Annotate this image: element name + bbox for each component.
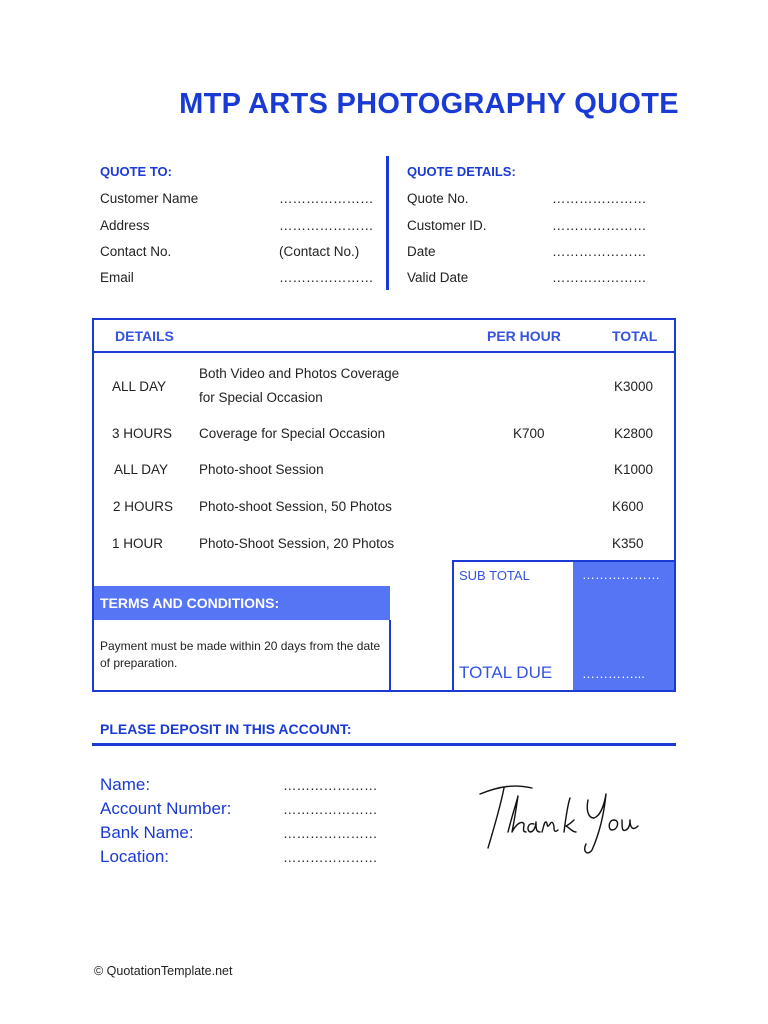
page-title: MTP ARTS PHOTOGRAPHY QUOTE xyxy=(179,88,679,120)
location-value[interactable]: ………………… xyxy=(283,850,378,865)
details-column-header: DETAILS xyxy=(115,328,174,344)
address-label: Address xyxy=(100,218,150,233)
row-3-description: Photo-shoot Session xyxy=(199,462,324,477)
row-5-total: K350 xyxy=(612,536,644,551)
quote-no-label: Quote No. xyxy=(407,191,469,206)
row-1-description-line-2: for Special Occasion xyxy=(199,390,323,405)
deposit-heading: PLEASE DEPOSIT IN THIS ACCOUNT: xyxy=(100,721,352,737)
row-2-description: Coverage for Special Occasion xyxy=(199,426,386,441)
quote-to-heading: QUOTE TO: xyxy=(100,164,172,179)
email-label: Email xyxy=(100,270,134,285)
row-4-description: Photo-shoot Session, 50 Photos xyxy=(199,499,392,514)
bank-name-holder-value[interactable]: ………………… xyxy=(283,778,378,793)
row-4-duration: 2 HOURS xyxy=(113,499,174,514)
email-value[interactable]: ………………… xyxy=(279,270,374,285)
total-due-value[interactable]: …………... xyxy=(582,666,645,681)
deposit-divider xyxy=(92,743,676,746)
account-number-value[interactable]: ………………… xyxy=(283,802,378,817)
customer-name-label: Customer Name xyxy=(100,191,199,206)
customer-id-label: Customer ID. xyxy=(407,218,487,233)
terms-heading: TERMS AND CONDITIONS: xyxy=(94,586,390,620)
customer-name-value[interactable]: ………………… xyxy=(279,191,374,206)
header-divider xyxy=(386,156,389,290)
footer-copyright: © QuotationTemplate.net xyxy=(94,964,233,978)
total-due-label: TOTAL DUE xyxy=(459,663,553,682)
contact-label: Contact No. xyxy=(100,244,172,259)
per-hour-column-header: PER HOUR xyxy=(487,328,561,344)
address-value[interactable]: ………………… xyxy=(279,218,374,233)
bank-name-holder-label: Name: xyxy=(100,775,151,794)
date-label: Date xyxy=(407,244,436,259)
bank-name-value[interactable]: ………………… xyxy=(283,826,378,841)
row-5-duration: 1 HOUR xyxy=(112,536,164,551)
row-2-per-hour: K700 xyxy=(513,426,545,441)
total-column-header: TOTAL xyxy=(612,328,658,344)
terms-text: Payment must be made within 20 days from the date of preparation. xyxy=(100,639,381,670)
quote-details-heading: QUOTE DETAILS: xyxy=(407,164,516,179)
row-1-description xyxy=(199,362,399,410)
sub-total-label: SUB TOTAL xyxy=(459,568,530,583)
row-1-duration: ALL DAY xyxy=(112,379,167,394)
row-1-description-line-1: Both Video and Photos Coverage xyxy=(199,366,400,381)
account-number-label: Account Number: xyxy=(100,799,232,818)
row-2-total: K2800 xyxy=(614,426,654,441)
location-label: Location: xyxy=(100,847,169,866)
row-3-duration: ALL DAY xyxy=(114,462,169,477)
table-header-divider xyxy=(92,351,676,353)
valid-date-label: Valid Date xyxy=(407,270,469,285)
bank-name-label: Bank Name: xyxy=(100,823,194,842)
row-5-description: Photo-Shoot Session, 20 Photos xyxy=(199,536,395,551)
row-1-total: K3000 xyxy=(614,379,654,394)
quote-no-value[interactable]: ………………… xyxy=(552,191,647,206)
customer-id-value[interactable]: ………………… xyxy=(552,218,647,233)
row-4-total: K600 xyxy=(612,499,644,514)
date-value[interactable]: ………………… xyxy=(552,244,647,259)
terms-divider xyxy=(389,620,391,692)
sub-total-value[interactable]: ……………… xyxy=(582,567,660,582)
contact-value[interactable]: (Contact No.) xyxy=(279,244,360,259)
row-3-total: K1000 xyxy=(614,462,654,477)
thank-you-signature xyxy=(470,770,650,860)
valid-date-value[interactable]: ………………… xyxy=(552,270,647,285)
row-2-duration: 3 HOURS xyxy=(112,426,173,441)
